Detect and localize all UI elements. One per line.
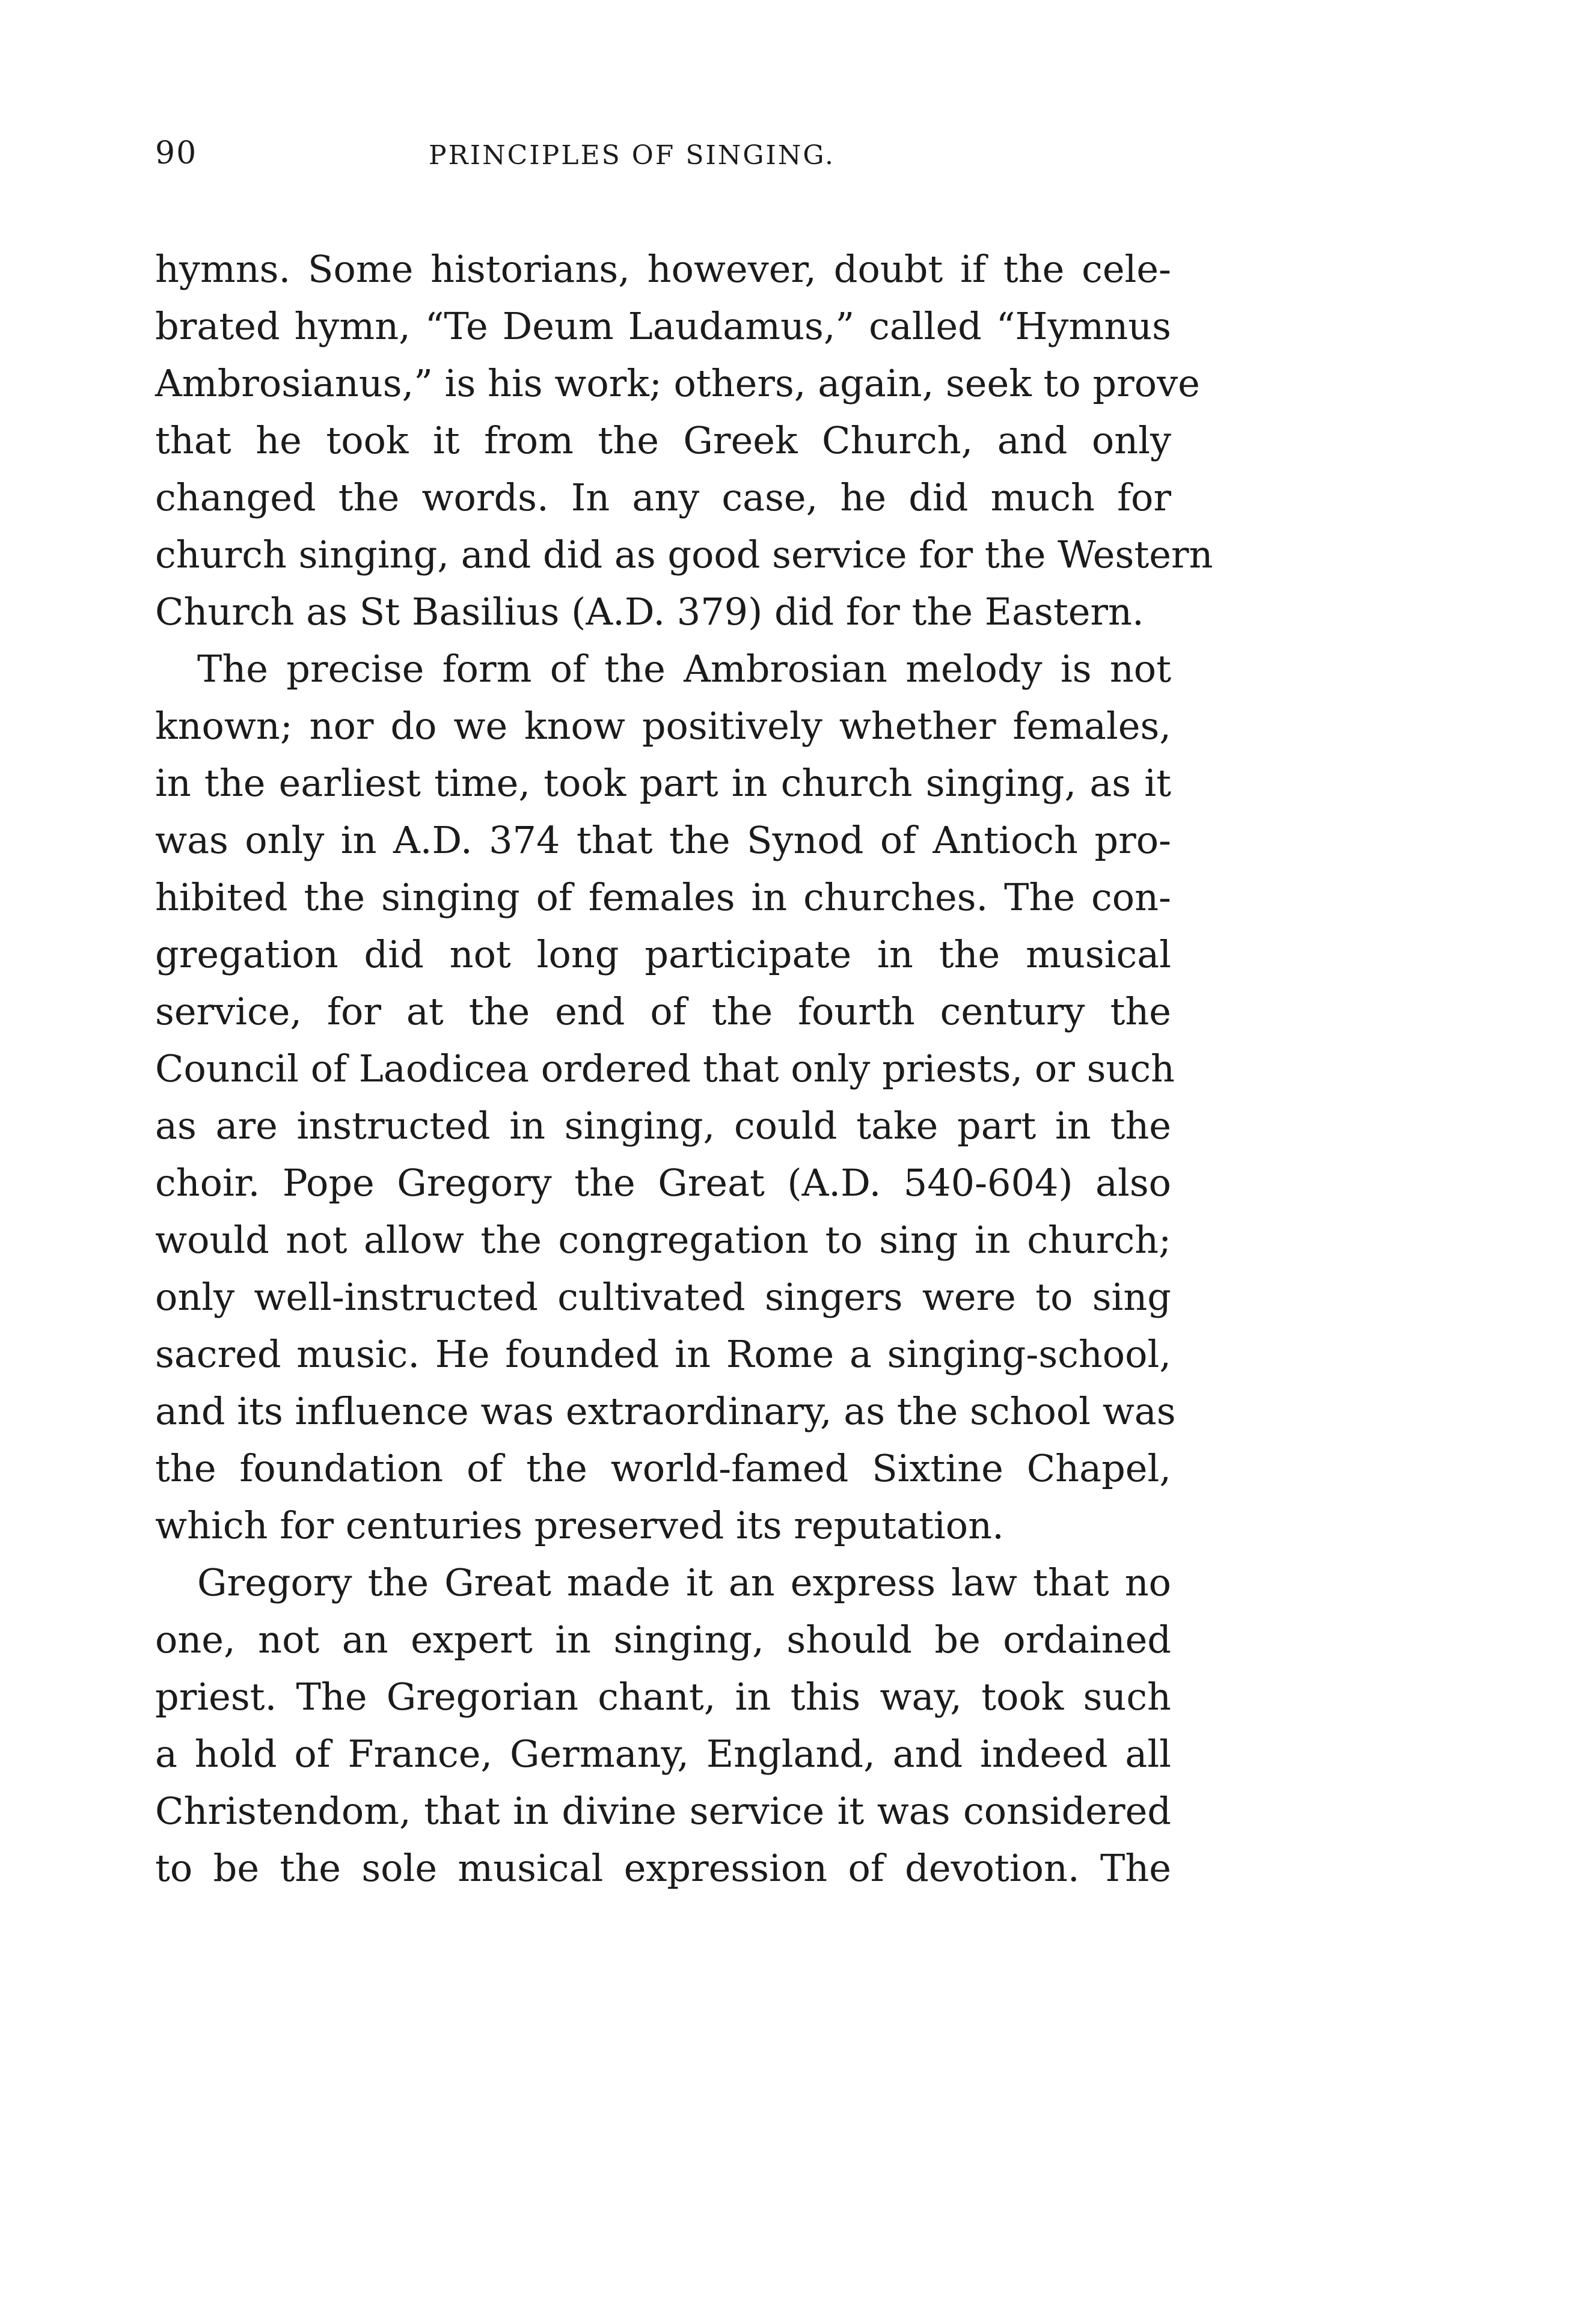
text-line: known; nor do we know positively whether females,: [155, 704, 1171, 748]
text-line: one, not an expert in singing, should be ordained: [155, 1618, 1171, 1662]
text-line: the foundation of the world-famed Sixtine Chapel,: [155, 1446, 1171, 1490]
text-line: brated hymn, “Te Deum Laudamus,” called “Hymnus: [155, 304, 1171, 348]
text-line: which for centuries preserved its reputation.: [155, 1503, 1004, 1547]
text-line: would not allow the congregation to sing in church;: [155, 1218, 1171, 1262]
text-line: choir. Pope Gregory the Great (A.D. 540-604) also: [155, 1161, 1171, 1205]
page-number: 90: [155, 135, 198, 171]
body-text: [155, 240, 1213, 1897]
text-line: priest. The Gregorian chant, in this way, took such: [155, 1675, 1171, 1719]
text-line: sacred music. He founded in Rome a singing-school,: [155, 1332, 1171, 1376]
text-line: Christendom, that in divine service it was considered: [155, 1789, 1171, 1833]
text-line: Ambrosianus,” is his work; others, again, seek to prove: [155, 361, 1200, 405]
text-line: that he took it from the Greek Church, and only: [155, 418, 1171, 462]
text-line: The precise form of the Ambrosian melody is not: [197, 647, 1171, 691]
text-line: only well-instructed cultivated singers were to sing: [155, 1275, 1171, 1319]
text-line: Council of Laodicea ordered that only priests, or such: [155, 1047, 1175, 1090]
text-line: a hold of France, Germany, England, and indeed all: [155, 1732, 1171, 1776]
text-line: service, for at the end of the fourth century the: [155, 989, 1171, 1033]
text-line: Church as St Basilius (A.D. 379) did for the Eastern.: [155, 590, 1144, 634]
text-line: hibited the singing of females in churches. The con-: [155, 875, 1171, 919]
text-line: gregation did not long participate in the musical: [155, 932, 1171, 976]
text-line: church singing, and did as good service for the Western: [155, 533, 1213, 576]
text-line: as are instructed in singing, could take part in the: [155, 1104, 1171, 1148]
text-line: was only in A.D. 374 that the Synod of Antioch pro-: [155, 818, 1171, 862]
running-head: [155, 135, 1165, 183]
text-line: to be the sole musical expression of devotion. The: [155, 1846, 1171, 1890]
text-line: in the earliest time, took part in church singing, as it: [155, 761, 1171, 805]
text-line: hymns. Some historians, however, doubt if the cele-: [155, 247, 1171, 291]
text-line: changed the words. In any case, he did much for: [155, 476, 1171, 519]
text-line: Gregory the Great made it an express law that no: [197, 1561, 1171, 1604]
running-title: PRINCIPLES OF SINGING.: [429, 140, 835, 171]
text-line: and its influence was extraordinary, as the school was: [155, 1389, 1176, 1433]
